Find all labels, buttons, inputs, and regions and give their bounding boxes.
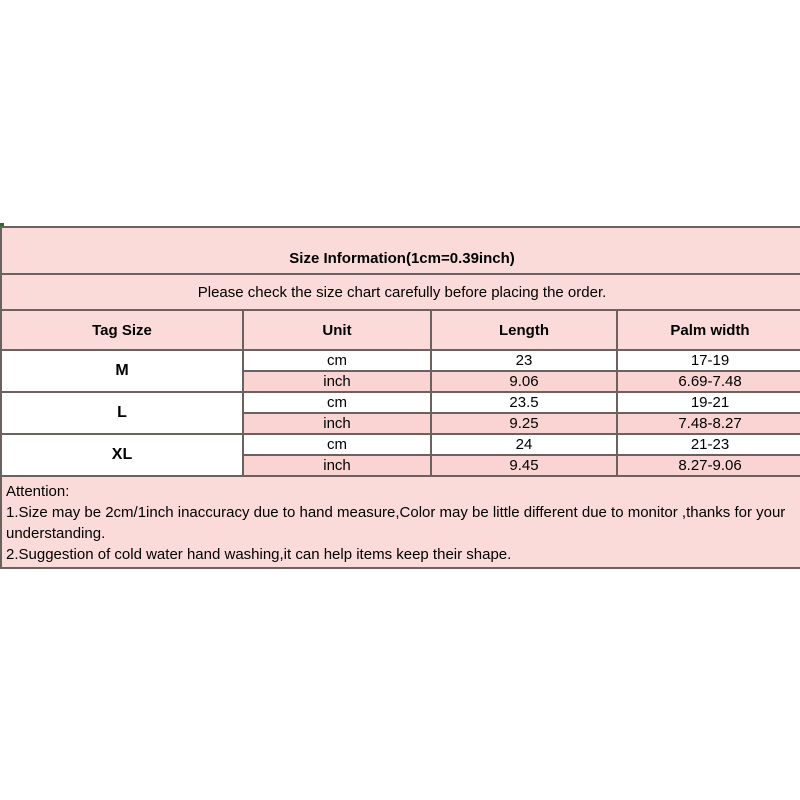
size-label-xl: XL <box>1 434 243 476</box>
cell-l-cm-palm: 19-21 <box>617 392 800 413</box>
attention-heading: Attention: <box>6 483 70 500</box>
cell-xl-inch-unit: inch <box>243 455 431 476</box>
size-information-table <box>0 226 800 569</box>
cell-xl-cm-length: 24 <box>431 434 617 455</box>
cell-l-inch-length: 9.25 <box>431 413 617 434</box>
table-title: Size Information(1cm=0.39inch) <box>1 227 800 274</box>
cell-xl-inch-palm: 8.27-9.06 <box>617 455 800 476</box>
cell-m-cm-unit: cm <box>243 350 431 371</box>
cell-l-cm-length: 23.5 <box>431 392 617 413</box>
cell-m-cm-length: 23 <box>431 350 617 371</box>
size-label-l: L <box>1 392 243 434</box>
column-header-unit: Unit <box>243 310 431 350</box>
table-subtitle: Please check the size chart carefully before placing the order. <box>1 274 800 310</box>
cell-l-inch-palm: 7.48-8.27 <box>617 413 800 434</box>
attention-note-1: 1.Size may be 2cm/1inch inaccuracy due to hand measure,Color may be little different due to monitor ,thanks for your understanding. <box>6 504 786 542</box>
attention-note-2: 2.Suggestion of cold water hand washing,it can help items keep their shape. <box>6 546 512 563</box>
cell-l-cm-unit: cm <box>243 392 431 413</box>
cell-m-cm-palm: 17-19 <box>617 350 800 371</box>
column-header-length: Length <box>431 310 617 350</box>
attention-block <box>1 476 800 568</box>
cell-l-inch-unit: inch <box>243 413 431 434</box>
size-label-m: M <box>1 350 243 392</box>
column-header-palm-width: Palm width <box>617 310 800 350</box>
cell-xl-cm-unit: cm <box>243 434 431 455</box>
cell-xl-inch-length: 9.45 <box>431 455 617 476</box>
cell-xl-cm-palm: 21-23 <box>617 434 800 455</box>
cell-m-inch-length: 9.06 <box>431 371 617 392</box>
cell-m-inch-unit: inch <box>243 371 431 392</box>
cell-m-inch-palm: 6.69-7.48 <box>617 371 800 392</box>
column-header-tag-size: Tag Size <box>1 310 243 350</box>
